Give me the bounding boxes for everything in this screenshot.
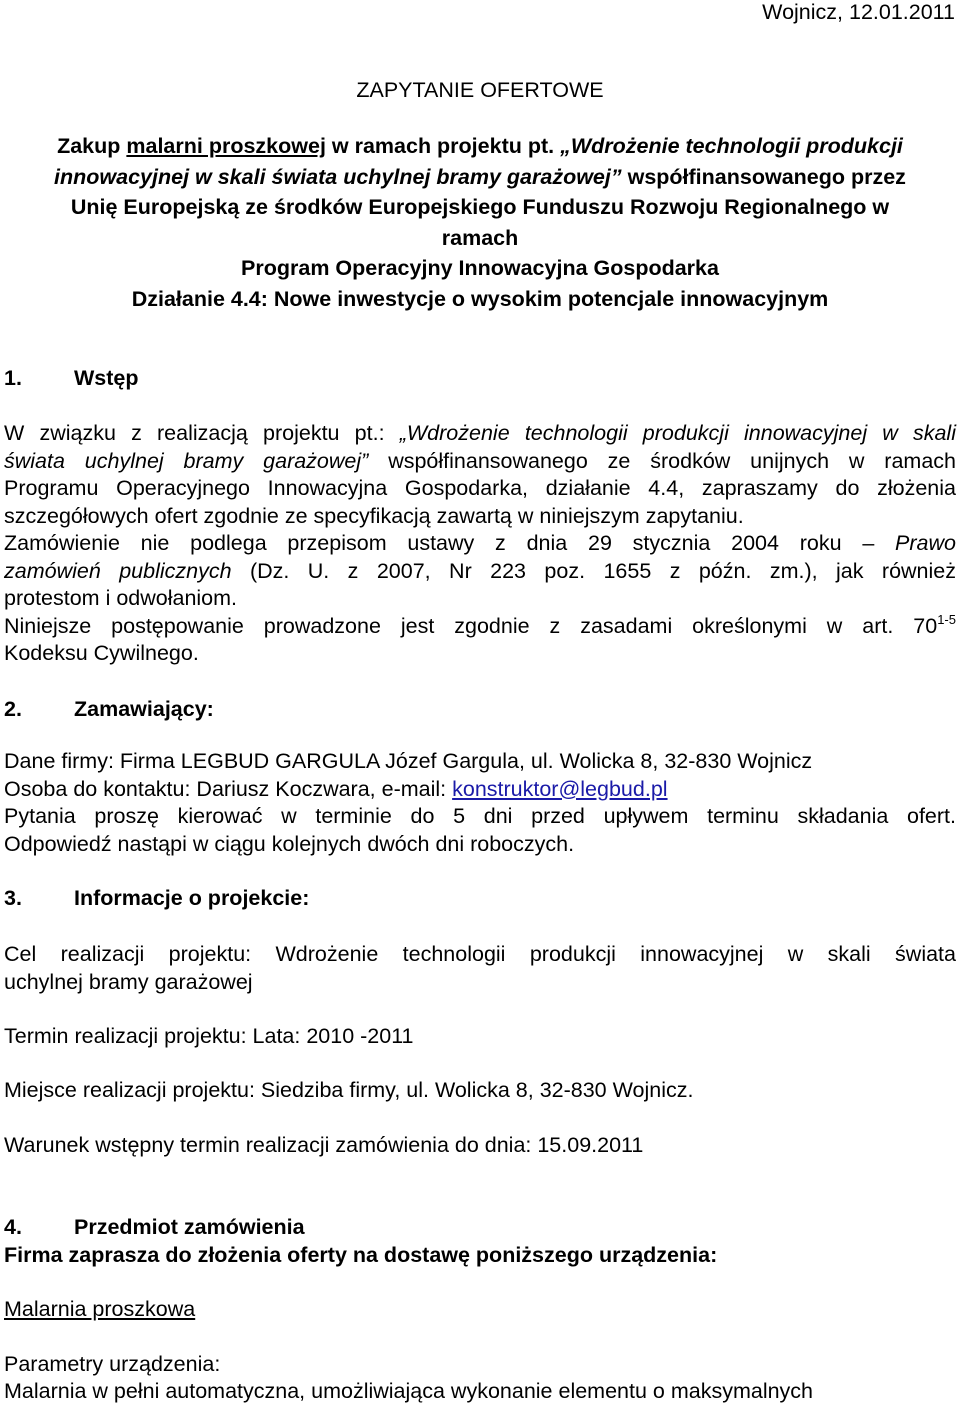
project-goal <box>4 941 956 996</box>
project-term: Termin realizacji projektu: Lata: 2010 -2011 <box>4 1024 414 1048</box>
document-subject <box>0 131 960 315</box>
subject-line-1: Zakup malarni proszkowej w ramach projektu pt. „Wdrożenie technologii produkcji <box>57 134 903 158</box>
subject-line-2: innowacyjnej w skali świata uchylnej bramy garażowej” współfinansowanego przez <box>54 164 906 189</box>
answer-time: Odpowiedź nastąpi w ciągu kolejnych dwóch dni roboczych. <box>4 831 575 856</box>
article-range: 1-5 <box>937 611 956 627</box>
project-goal-line-2: uchylnej bramy garażowej <box>4 969 253 994</box>
section-4-heading: 4. Przedmiot zamówienia <box>4 1215 305 1239</box>
contact-person: Osoba do kontaktu: Dariusz Koczwara, e-mail: konstruktor@legbud.pl <box>4 776 668 801</box>
subject-underlined-term: malarni proszkowej <box>126 134 326 158</box>
section-2-heading: 2. Zamawiający: <box>4 697 214 721</box>
subject-line-3: Unię Europejską ze środków Europejskiego Funduszu Rozwoju Regionalnego w <box>70 195 890 220</box>
legal-basis-line-1: Niniejsze postępowanie prowadzone jest zgodnie z zasadami określonymi w art. 70$^{1-5}$ <box>4 611 956 638</box>
project-place: Miejsce realizacji projektu: Siedziba firmy, ul. Wolicka 8, 32-830 Wojnicz. <box>4 1078 694 1102</box>
company-details: Dane firmy: Firma LEGBUD GARGULA Józef Gargula, ul. Wolicka 8, 32-830 Wojnicz <box>4 749 813 773</box>
section-2-body <box>4 748 956 858</box>
intro-line-1: W związku z realizacją projektu pt.: „Wdrożenie technologii produkcji innowacyjnej w skali <box>4 421 956 445</box>
section-3-heading: 3. Informacje o projekcie: <box>4 886 310 910</box>
section-4-subtitle: Firma zaprasza do złożenia oferty na dostawę poniższego urządzenia: <box>4 1243 718 1267</box>
intro-line-2: świata uchylnej bramy garażowej” współfinansowanego ze środków unijnych w ramach <box>4 448 956 473</box>
exemption-line-2: zamówień publicznych (Dz. U. z 2007, Nr 223 poz. 1655 z późn. zm.), jak również <box>4 558 956 583</box>
document-date: Wojnicz, 12.01.2011 <box>762 0 955 24</box>
document-title: ZAPYTANIE OFERTOWE <box>356 78 604 102</box>
section-1-body <box>4 420 956 668</box>
project-goal-line-1: Cel realizacji projektu: Wdrożenie technologii produkcji innowacyjnej w skali świata <box>4 942 956 966</box>
legal-basis-line-2: Kodeksu Cywilnego. <box>4 641 199 665</box>
device-name: Malarnia proszkowa <box>4 1297 196 1321</box>
intro-line-3: Programu Operacyjnego Innowacyjna Gospodarka, działanie 4.4, zapraszamy do złożenia <box>4 476 956 500</box>
order-deadline: Warunek wstępny termin realizacji zamówienia do dnia: 15.09.2011 <box>4 1133 644 1157</box>
section-1-heading: 1. Wstęp <box>4 366 139 390</box>
subject-line-5: Program Operacyjny Innowacyjna Gospodarka <box>241 256 719 281</box>
exemption-line-3: protestom i odwołaniom. <box>4 586 238 610</box>
device-params-line-1: Malarnia w pełni automatyczna, umożliwiająca wykonanie elementu o maksymalnych <box>4 1379 814 1403</box>
subject-line-6: Działanie 4.4: Nowe inwestycje o wysokim potencjale innowacyjnym <box>131 286 829 311</box>
contact-email-link[interactable]: konstruktor@legbud.pl <box>452 776 668 801</box>
questions-deadline: Pytania proszę kierować w terminie do 5 dni przed upływem terminu składania ofert. <box>4 804 956 828</box>
exemption-line-1: Zamówienie nie podlega przepisom ustawy z dnia 29 stycznia 2004 roku – Prawo <box>4 531 956 555</box>
device-params-label: Parametry urządzenia: <box>4 1352 221 1376</box>
subject-line-4: ramach <box>441 225 519 250</box>
intro-line-4: szczegółowych ofert zgodnie ze specyfikacją zawartą w niniejszym zapytaniu. <box>4 503 744 528</box>
